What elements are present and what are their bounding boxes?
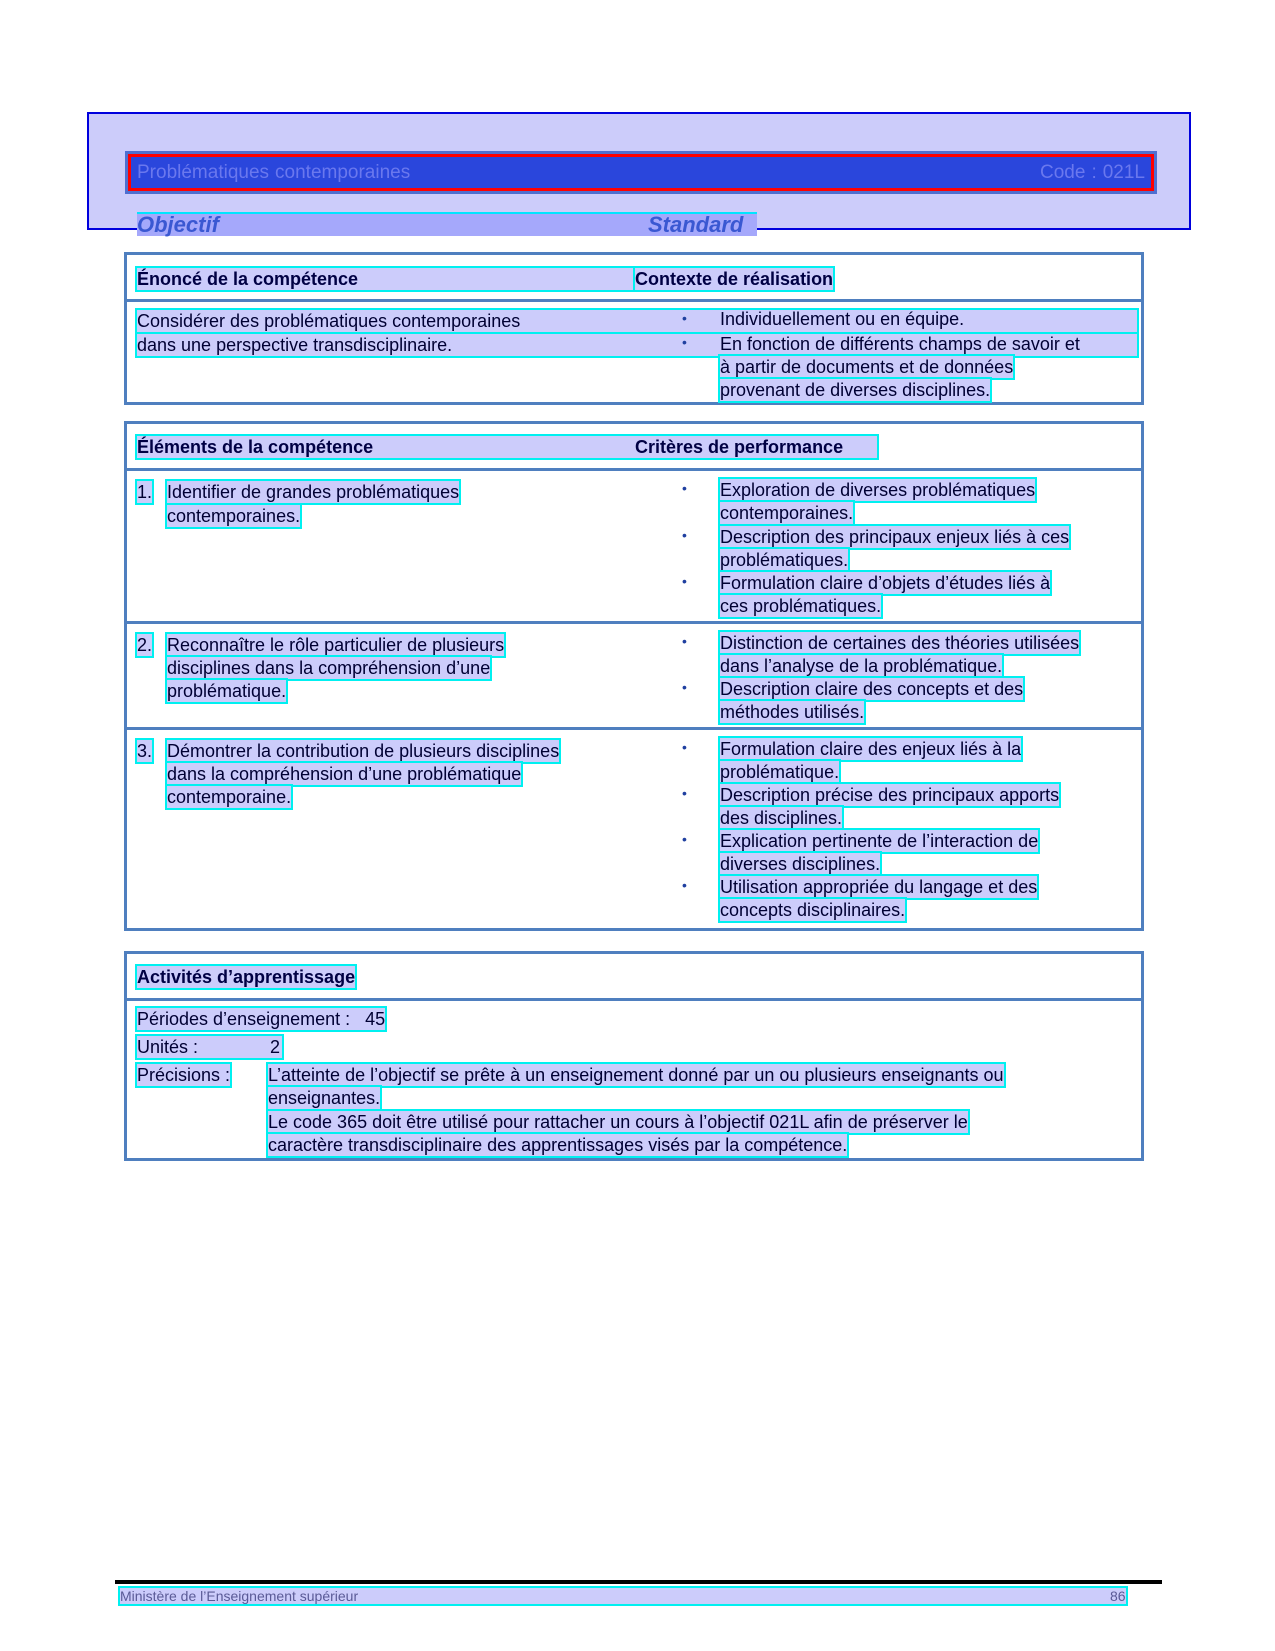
row-divider	[127, 621, 1141, 624]
bullet-icon: •	[682, 679, 687, 695]
element-line: contemporaine.	[167, 787, 292, 807]
bullet-icon: •	[682, 785, 687, 801]
activities-header: Activités d’apprentissage	[137, 967, 356, 987]
precisions-label: Précisions :	[137, 1065, 231, 1085]
course-title	[137, 162, 410, 184]
activities-box	[124, 951, 1144, 1161]
objective-label: Objectif	[137, 212, 219, 237]
bullet-icon: •	[682, 573, 687, 589]
context-line: En fonction de différents champs de savoir et	[720, 334, 1080, 354]
criterion-line: Description claire des concepts et des	[720, 679, 1024, 699]
activities-header-row	[127, 954, 1141, 1001]
element-line: Identifier de grandes problématiques	[167, 482, 460, 502]
bullet-icon: •	[682, 831, 687, 847]
criterion-line: Formulation claire d’objets d’études liés à	[720, 573, 1051, 593]
context-header: Contexte de réalisation	[635, 269, 834, 289]
precisions-line: L’atteinte de l’objectif se prête à un enseignement donné par un ou plusieurs enseignants ou	[268, 1065, 1004, 1085]
element-line: problématique.	[167, 681, 287, 701]
footer-page-number: 86	[1110, 1588, 1126, 1604]
element-line: Démontrer la contribution de plusieurs disciplines	[167, 741, 560, 761]
standard-label: Standard	[648, 212, 744, 237]
competence-header-row	[127, 255, 1141, 302]
criterion-line: diverses disciplines.	[720, 854, 881, 874]
precisions-line: enseignantes.	[268, 1088, 381, 1108]
bullet-icon: •	[682, 633, 687, 649]
criterion-line: problématiques.	[720, 550, 849, 570]
elements-box	[124, 421, 1144, 931]
criterion-line: Description précise des principaux apports	[720, 785, 1060, 805]
units-row	[137, 1036, 282, 1058]
element-line: dans la compréhension d’une problématique	[167, 764, 522, 784]
units-value: 2	[270, 1037, 281, 1057]
context-line: à partir de documents et de données	[720, 357, 1014, 377]
criterion-line: problématique.	[720, 762, 840, 782]
elements-header: Éléments de la compétence	[137, 436, 877, 458]
footer-ministry: Ministère de l’Enseignement supérieur	[120, 1588, 359, 1604]
statement-line: Considérer des problématiques contemporaines	[137, 310, 1137, 332]
criterion-line: des disciplines.	[720, 808, 843, 828]
element-number: 2.	[137, 635, 153, 655]
statement-line: dans une perspective transdisciplinaire.	[137, 334, 1137, 356]
code-label: Code	[1040, 161, 1086, 183]
elements-header-row	[127, 424, 1141, 471]
criterion-line: Utilisation appropriée du langage et des	[720, 877, 1038, 897]
criterion-line: Distinction de certaines des théories utilisées	[720, 633, 1080, 653]
element-line: disciplines dans la compréhension d’une	[167, 658, 491, 678]
criterion-line: ces problématiques.	[720, 596, 882, 616]
course-title-word: contemporaines	[275, 161, 411, 183]
criterion-line: contemporaines.	[720, 503, 854, 523]
bullet-icon: •	[682, 310, 687, 326]
criterion-line: Formulation claire des enjeux liés à la	[720, 739, 1022, 759]
element-number: 3.	[137, 741, 153, 761]
objective-standard-row	[137, 212, 757, 236]
criterion-line: dans l’analyse de la problématique.	[720, 656, 1003, 676]
criteria-header: Critères de performance	[635, 437, 844, 457]
criterion-line: Description des principaux enjeux liés à ces	[720, 527, 1070, 547]
periods-row	[137, 1008, 385, 1030]
bullet-icon: •	[682, 334, 687, 350]
course-title-word: Problématiques	[137, 161, 270, 183]
periods-value: 45	[365, 1009, 386, 1029]
course-header	[87, 112, 1191, 237]
elements-body	[127, 471, 1141, 931]
precisions-line: Le code 365 doit être utilisé pour rattacher un cours à l’objectif 021L afin de préserver le	[268, 1112, 968, 1132]
element-number: 1.	[137, 482, 153, 502]
code-separator: :	[1091, 161, 1097, 183]
bullet-icon: •	[682, 527, 687, 543]
title-bar	[125, 151, 1157, 194]
context-line: Individuellement ou en équipe.	[720, 309, 965, 329]
element-line: contemporaines.	[167, 506, 301, 526]
activities-body	[127, 1001, 1141, 1161]
criterion-line: Exploration de diverses problématiques	[720, 480, 1036, 500]
competence-body-row	[127, 302, 1141, 402]
bullet-icon: •	[682, 739, 687, 755]
context-line: provenant de diverses disciplines.	[720, 380, 991, 400]
bullet-icon: •	[682, 480, 687, 496]
row-divider	[127, 727, 1141, 730]
title-bar-inner	[128, 154, 1154, 191]
course-code	[1040, 162, 1145, 184]
element-line: Reconnaître le rôle particulier de plusieurs	[167, 635, 505, 655]
footer-divider	[115, 1580, 1162, 1584]
criterion-line: méthodes utilisés.	[720, 702, 865, 722]
units-label: Unités :	[137, 1037, 199, 1057]
criterion-line: concepts disciplinaires.	[720, 900, 906, 920]
criterion-line: Explication pertinente de l’interaction de	[720, 831, 1039, 851]
periods-label: Périodes d’enseignement :	[137, 1009, 351, 1029]
competence-statement-box	[124, 252, 1144, 405]
bullet-icon: •	[682, 877, 687, 893]
precisions-line: caractère transdisciplinaire des apprentissages visés par la compétence.	[268, 1135, 848, 1155]
code-value: 021L	[1102, 161, 1145, 183]
competence-statement-header: Énoncé de la compétence	[137, 268, 732, 290]
